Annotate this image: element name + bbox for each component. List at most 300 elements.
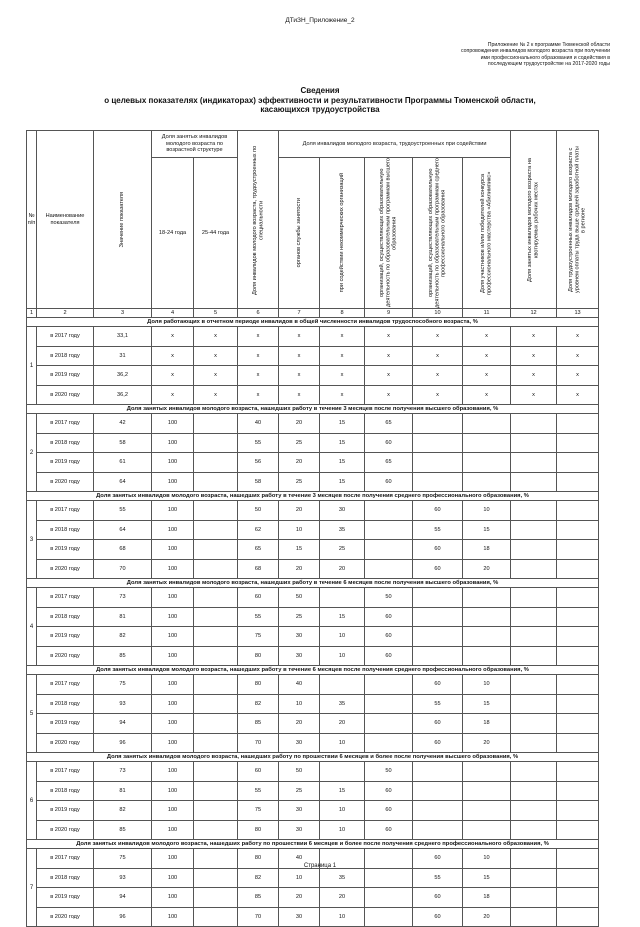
section-heading: Доля занятых инвалидов молодого возраста, нашедших работу в течение 3 месяцев после получения среднего профессионального образования, % bbox=[27, 492, 599, 501]
table-cell: 80 bbox=[238, 675, 279, 695]
table-cell: 80 bbox=[238, 849, 279, 869]
table-cell: 62 bbox=[238, 520, 279, 540]
table-cell: 55 bbox=[413, 520, 463, 540]
column-number: 4 bbox=[152, 309, 194, 318]
header-value-text: Значение показателя bbox=[119, 191, 126, 248]
table-cell: x bbox=[413, 346, 463, 366]
table-cell: 35 bbox=[320, 694, 365, 714]
section-number: 3 bbox=[27, 501, 37, 579]
table-row bbox=[27, 346, 599, 366]
section-heading-row bbox=[27, 666, 599, 675]
table-cell: 60 bbox=[413, 675, 463, 695]
table-cell bbox=[365, 907, 413, 927]
table-cell: 100 bbox=[152, 627, 194, 647]
section-number: 2 bbox=[27, 414, 37, 492]
table-cell: x bbox=[152, 327, 194, 347]
table-cell: x bbox=[320, 346, 365, 366]
column-number: 12 bbox=[511, 309, 557, 318]
table-cell: 30 bbox=[279, 820, 320, 840]
section-heading: Доля занятых инвалидов молодого возраста, нашедших работу в течение 6 месяцев после получения высшего образования, % bbox=[27, 579, 599, 588]
table-cell bbox=[413, 472, 463, 492]
table-cell bbox=[557, 588, 599, 608]
table-cell bbox=[463, 607, 511, 627]
table-cell bbox=[511, 801, 557, 821]
table-cell: 60 bbox=[365, 646, 413, 666]
table-cell: 68 bbox=[94, 540, 152, 560]
table-cell: x bbox=[463, 327, 511, 347]
table-cell bbox=[365, 559, 413, 579]
document-label: ДТиЗН_Приложение_2 bbox=[285, 17, 355, 24]
table-cell: 100 bbox=[152, 781, 194, 801]
column-number: 10 bbox=[413, 309, 463, 318]
table-cell bbox=[365, 501, 413, 521]
table-cell: 20 bbox=[320, 888, 365, 908]
table-cell: x bbox=[152, 346, 194, 366]
table-cell: 100 bbox=[152, 520, 194, 540]
table-row bbox=[27, 414, 599, 434]
section-heading: Доля работающих в отчетном периоде инвалидов в общей численности инвалидов трудоспособного возраста, % bbox=[27, 318, 599, 327]
table-cell bbox=[511, 714, 557, 734]
table-cell bbox=[557, 762, 599, 782]
table-cell bbox=[194, 675, 238, 695]
table-cell: 82 bbox=[94, 627, 152, 647]
column-number: 5 bbox=[194, 309, 238, 318]
table-cell: 31 bbox=[94, 346, 152, 366]
table-row bbox=[27, 501, 599, 521]
table-cell: 60 bbox=[413, 733, 463, 753]
year-label: в 2018 году bbox=[37, 607, 94, 627]
table-cell: 100 bbox=[152, 588, 194, 608]
column-number: 1 bbox=[27, 309, 37, 318]
table-row bbox=[27, 646, 599, 666]
table-cell bbox=[463, 433, 511, 453]
table-cell bbox=[511, 646, 557, 666]
section-heading: Доля занятых инвалидов молодого возраста, нашедших работу в течение 3 месяцев после получения высшего образования, % bbox=[27, 405, 599, 414]
column-number: 6 bbox=[238, 309, 279, 318]
table-cell bbox=[557, 627, 599, 647]
table-cell: 40 bbox=[279, 849, 320, 869]
table-cell: 10 bbox=[279, 520, 320, 540]
table-row bbox=[27, 588, 599, 608]
table-cell: x bbox=[152, 366, 194, 386]
table-cell: x bbox=[194, 385, 238, 405]
table-cell bbox=[511, 627, 557, 647]
table-row bbox=[27, 820, 599, 840]
year-label: в 2020 году bbox=[37, 472, 94, 492]
table-cell: 82 bbox=[94, 801, 152, 821]
table-row bbox=[27, 714, 599, 734]
table-cell: 15 bbox=[320, 472, 365, 492]
year-label: в 2018 году bbox=[37, 346, 94, 366]
header-higher-edu-orgs bbox=[365, 158, 413, 309]
table-row bbox=[27, 559, 599, 579]
table-cell: 70 bbox=[238, 733, 279, 753]
title-line-1: Сведения bbox=[300, 86, 340, 95]
table-cell: 100 bbox=[152, 414, 194, 434]
table-cell: 80 bbox=[238, 820, 279, 840]
year-label: в 2019 году bbox=[37, 801, 94, 821]
table-cell: 36,2 bbox=[94, 366, 152, 386]
table-cell bbox=[557, 888, 599, 908]
year-label: в 2018 году bbox=[37, 694, 94, 714]
table-cell: x bbox=[365, 346, 413, 366]
table-cell bbox=[194, 868, 238, 888]
table-cell: 100 bbox=[152, 501, 194, 521]
header-abilympics bbox=[463, 158, 511, 309]
table-row bbox=[27, 762, 599, 782]
year-label: в 2017 году bbox=[37, 588, 94, 608]
table-cell: 25 bbox=[320, 540, 365, 560]
year-label: в 2019 году bbox=[37, 888, 94, 908]
table-cell bbox=[463, 646, 511, 666]
table-cell: x bbox=[194, 327, 238, 347]
table-cell bbox=[194, 540, 238, 560]
header-by-specialty bbox=[238, 131, 279, 309]
table-cell bbox=[557, 675, 599, 695]
table-cell: 20 bbox=[279, 714, 320, 734]
table-cell bbox=[365, 675, 413, 695]
table-cell: 20 bbox=[279, 559, 320, 579]
table-cell: 55 bbox=[238, 781, 279, 801]
table-cell bbox=[194, 472, 238, 492]
table-cell bbox=[194, 781, 238, 801]
year-label: в 2020 году bbox=[37, 646, 94, 666]
table-cell bbox=[463, 588, 511, 608]
table-cell bbox=[511, 433, 557, 453]
section-heading-row bbox=[27, 579, 599, 588]
table-cell: x bbox=[320, 385, 365, 405]
table-cell: x bbox=[238, 346, 279, 366]
table-cell: 50 bbox=[365, 588, 413, 608]
table-cell bbox=[194, 907, 238, 927]
table-cell bbox=[511, 520, 557, 540]
table-cell bbox=[413, 646, 463, 666]
table-cell: 93 bbox=[94, 694, 152, 714]
table-cell: 10 bbox=[320, 627, 365, 647]
table-cell: x bbox=[238, 327, 279, 347]
year-label: в 2018 году bbox=[37, 868, 94, 888]
year-label: в 2019 году bbox=[37, 540, 94, 560]
table-cell bbox=[194, 714, 238, 734]
table-row bbox=[27, 453, 599, 473]
table-cell: 85 bbox=[238, 888, 279, 908]
table-cell: 25 bbox=[279, 781, 320, 801]
table-cell: 100 bbox=[152, 714, 194, 734]
table-cell bbox=[557, 868, 599, 888]
table-cell: 10 bbox=[279, 868, 320, 888]
table-cell: 20 bbox=[279, 888, 320, 908]
table-cell: 60 bbox=[365, 627, 413, 647]
table-cell bbox=[194, 694, 238, 714]
table-cell bbox=[463, 781, 511, 801]
table-cell bbox=[413, 607, 463, 627]
year-label: в 2018 году bbox=[37, 433, 94, 453]
table-cell: 65 bbox=[238, 540, 279, 560]
section-heading: Доля занятых инвалидов молодого возраста, нашедших работу по прошествии 6 месяцев и более после получения среднего профессионального образования, % bbox=[27, 840, 599, 849]
table-cell: 82 bbox=[238, 868, 279, 888]
table-row bbox=[27, 520, 599, 540]
page-footer: Страница 1 bbox=[303, 863, 337, 869]
table-cell bbox=[511, 472, 557, 492]
section-number: 6 bbox=[27, 762, 37, 840]
table-cell: x bbox=[279, 327, 320, 347]
table-cell: x bbox=[365, 385, 413, 405]
table-cell bbox=[194, 762, 238, 782]
table-cell bbox=[413, 588, 463, 608]
table-cell: 94 bbox=[94, 888, 152, 908]
section-heading-row bbox=[27, 753, 599, 762]
table-cell: x bbox=[320, 366, 365, 386]
table-cell: 36,2 bbox=[94, 385, 152, 405]
table-cell: 73 bbox=[94, 762, 152, 782]
table-cell bbox=[511, 501, 557, 521]
table-cell bbox=[557, 733, 599, 753]
year-label: в 2020 году bbox=[37, 559, 94, 579]
table-cell: 100 bbox=[152, 907, 194, 927]
table-cell: 100 bbox=[152, 607, 194, 627]
table-cell bbox=[557, 472, 599, 492]
table-cell: x bbox=[511, 327, 557, 347]
table-cell bbox=[413, 433, 463, 453]
table-cell: 85 bbox=[94, 646, 152, 666]
table-cell: 58 bbox=[238, 472, 279, 492]
year-label: в 2017 году bbox=[37, 501, 94, 521]
table-cell: 10 bbox=[463, 501, 511, 521]
section-heading: Доля занятых инвалидов молодого возраста, нашедших работу по прошествии 6 месяцев и более после получения высшего образования, % bbox=[27, 753, 599, 762]
table-cell: 10 bbox=[279, 694, 320, 714]
header-special-jobs bbox=[511, 131, 557, 309]
table-cell bbox=[511, 820, 557, 840]
table-cell bbox=[194, 801, 238, 821]
table-cell: 93 bbox=[94, 868, 152, 888]
table-cell: 42 bbox=[94, 414, 152, 434]
table-cell: 70 bbox=[238, 907, 279, 927]
table-cell: 30 bbox=[279, 627, 320, 647]
header-num: № п/п bbox=[27, 131, 37, 309]
year-label: в 2017 году bbox=[37, 327, 94, 347]
table-cell bbox=[511, 607, 557, 627]
table-cell bbox=[365, 714, 413, 734]
table-cell: 60 bbox=[365, 820, 413, 840]
table-cell: x bbox=[152, 385, 194, 405]
table-cell: 100 bbox=[152, 733, 194, 753]
table-cell bbox=[194, 588, 238, 608]
column-number: 13 bbox=[557, 309, 599, 318]
table-cell: 15 bbox=[320, 414, 365, 434]
table-cell: 60 bbox=[365, 607, 413, 627]
table-cell: 30 bbox=[279, 907, 320, 927]
table-cell: 30 bbox=[279, 733, 320, 753]
table-cell: 20 bbox=[463, 733, 511, 753]
table-cell: x bbox=[557, 327, 599, 347]
table-cell bbox=[194, 453, 238, 473]
table-cell bbox=[320, 762, 365, 782]
table-cell: 10 bbox=[320, 646, 365, 666]
table-row bbox=[27, 733, 599, 753]
year-label: в 2018 году bbox=[37, 781, 94, 801]
header-by-specialty-text: Доля инвалидов молодого возраста, трудоустроенных по специальности bbox=[251, 144, 264, 295]
year-label: в 2020 году bbox=[37, 907, 94, 927]
header-abilympics-text: Доля участников и/или победителей конкурса профессионального мастерства «Абилимпикс» bbox=[480, 171, 493, 295]
table-cell: 55 bbox=[413, 868, 463, 888]
table-cell: 100 bbox=[152, 453, 194, 473]
table-cell: 81 bbox=[94, 607, 152, 627]
table-cell bbox=[557, 414, 599, 434]
year-label: в 2019 году bbox=[37, 453, 94, 473]
table-cell: 15 bbox=[320, 433, 365, 453]
column-number: 2 bbox=[37, 309, 94, 318]
table-cell: 20 bbox=[279, 501, 320, 521]
table-cell: 25 bbox=[279, 433, 320, 453]
table-cell: 20 bbox=[463, 907, 511, 927]
section-number: 1 bbox=[27, 327, 37, 405]
table-cell bbox=[511, 868, 557, 888]
year-label: в 2019 году bbox=[37, 366, 94, 386]
year-label: в 2017 году bbox=[37, 675, 94, 695]
table-cell: 18 bbox=[463, 714, 511, 734]
table-cell: 20 bbox=[279, 414, 320, 434]
table-cell: 18 bbox=[463, 540, 511, 560]
table-cell: 10 bbox=[320, 820, 365, 840]
table-cell: 60 bbox=[413, 540, 463, 560]
table-cell bbox=[194, 607, 238, 627]
section-number: 4 bbox=[27, 588, 37, 666]
table-cell: x bbox=[365, 366, 413, 386]
table-cell: 75 bbox=[238, 627, 279, 647]
table-cell: x bbox=[511, 385, 557, 405]
table-cell: 64 bbox=[94, 472, 152, 492]
table-cell bbox=[557, 433, 599, 453]
table-cell: 80 bbox=[238, 646, 279, 666]
table-cell: 96 bbox=[94, 733, 152, 753]
table-cell: x bbox=[320, 327, 365, 347]
table-cell: x bbox=[279, 385, 320, 405]
table-cell bbox=[557, 820, 599, 840]
table-cell: 50 bbox=[279, 588, 320, 608]
table-cell bbox=[413, 781, 463, 801]
table-cell: 100 bbox=[152, 694, 194, 714]
header-special-jobs-text: Доля занятых инвалидов молодого возраста на квотируемых рабочих местах bbox=[527, 157, 540, 282]
table-row bbox=[27, 907, 599, 927]
header-age-25-44: 25-44 года bbox=[194, 158, 238, 309]
header-nonprofit bbox=[320, 158, 365, 309]
section-heading-row bbox=[27, 840, 599, 849]
table-cell: 20 bbox=[320, 714, 365, 734]
header-age-group: Доля занятых инвалидов молодого возраста по возрастной структуре bbox=[152, 131, 238, 158]
table-cell: 81 bbox=[94, 781, 152, 801]
section-heading-row bbox=[27, 405, 599, 414]
table-cell bbox=[557, 559, 599, 579]
table-cell: 55 bbox=[94, 501, 152, 521]
table-row bbox=[27, 540, 599, 560]
table-cell: 96 bbox=[94, 907, 152, 927]
table-cell bbox=[463, 472, 511, 492]
table-cell bbox=[463, 453, 511, 473]
table-cell: 15 bbox=[463, 868, 511, 888]
table-cell bbox=[463, 820, 511, 840]
table-cell: 60 bbox=[413, 849, 463, 869]
table-cell bbox=[194, 627, 238, 647]
table-cell: 15 bbox=[279, 540, 320, 560]
table-cell: x bbox=[511, 366, 557, 386]
table-cell: 30 bbox=[279, 801, 320, 821]
table-row bbox=[27, 627, 599, 647]
table-cell: 100 bbox=[152, 820, 194, 840]
table-cell: 15 bbox=[320, 781, 365, 801]
table-cell: x bbox=[463, 366, 511, 386]
table-cell: 100 bbox=[152, 801, 194, 821]
table-row bbox=[27, 801, 599, 821]
table-cell bbox=[557, 907, 599, 927]
table-cell: 55 bbox=[413, 694, 463, 714]
appendix-note: Приложение № 2 к программе Тюменской области сопровождения инвалидов молодого возраста при получении ими профессионального образования и содействия в последующем трудоустройстве на 2017-2020 годы bbox=[460, 42, 610, 68]
table-cell bbox=[511, 559, 557, 579]
table-cell: x bbox=[413, 366, 463, 386]
table-cell: 30 bbox=[320, 501, 365, 521]
table-cell bbox=[365, 733, 413, 753]
table-body bbox=[27, 318, 599, 927]
table-cell bbox=[365, 868, 413, 888]
table-cell bbox=[365, 540, 413, 560]
header-name: Наименование показателя bbox=[37, 131, 94, 309]
table-cell bbox=[194, 501, 238, 521]
table-cell: 40 bbox=[279, 675, 320, 695]
table-cell: 20 bbox=[279, 453, 320, 473]
table-cell bbox=[413, 801, 463, 821]
header-higher-edu-orgs-text: организаций, осуществляющих образовательную деятельность по образовательным программам высшего образования bbox=[379, 158, 398, 308]
table-cell: 50 bbox=[365, 762, 413, 782]
table-cell: 82 bbox=[238, 694, 279, 714]
table-cell bbox=[557, 501, 599, 521]
table-cell bbox=[463, 762, 511, 782]
section-number: 7 bbox=[27, 849, 37, 927]
column-number: 9 bbox=[365, 309, 413, 318]
title-line-3: касающихся трудоустройства bbox=[260, 105, 380, 114]
table-cell: 60 bbox=[413, 559, 463, 579]
table-cell: 15 bbox=[463, 520, 511, 540]
table-cell: 68 bbox=[238, 559, 279, 579]
table-cell: 35 bbox=[320, 868, 365, 888]
table-cell: 25 bbox=[279, 607, 320, 627]
table-cell bbox=[511, 414, 557, 434]
table-cell: 100 bbox=[152, 433, 194, 453]
table-cell: 100 bbox=[152, 849, 194, 869]
section-heading-row bbox=[27, 318, 599, 327]
header-secondary-edu-orgs bbox=[413, 158, 463, 309]
table-cell bbox=[194, 414, 238, 434]
header-employment-service-text: органов службы занятости bbox=[295, 198, 302, 268]
header-nonprofit-text: при содействии некоммерческих организаций bbox=[338, 173, 345, 293]
year-label: в 2017 году bbox=[37, 414, 94, 434]
table-cell: x bbox=[413, 385, 463, 405]
column-number: 3 bbox=[94, 309, 152, 318]
table-cell: 15 bbox=[320, 453, 365, 473]
table-cell: 35 bbox=[320, 520, 365, 540]
table-cell: 60 bbox=[365, 801, 413, 821]
table-cell: x bbox=[463, 346, 511, 366]
year-label: в 2017 году bbox=[37, 762, 94, 782]
table-row bbox=[27, 868, 599, 888]
table-cell: x bbox=[238, 366, 279, 386]
table-cell bbox=[511, 453, 557, 473]
table-cell bbox=[557, 540, 599, 560]
table-row bbox=[27, 675, 599, 695]
table-cell bbox=[413, 762, 463, 782]
table-cell bbox=[320, 675, 365, 695]
indicators-table bbox=[26, 130, 599, 927]
table-cell: x bbox=[413, 327, 463, 347]
table-cell bbox=[511, 588, 557, 608]
